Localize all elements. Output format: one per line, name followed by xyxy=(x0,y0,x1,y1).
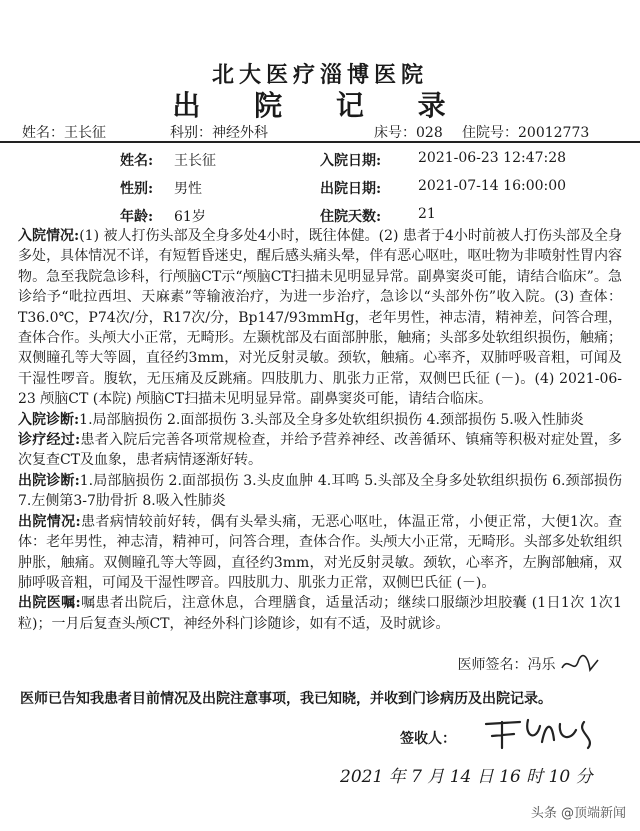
admission-text: (1) 被人打伤头部及全身多处4小时，既往体健。(2) 患者于4小时前被人打伤头部及全身多处，具体情况不详，有短暂昏迷史，醒后感头痛头晕，伴有恶心呕吐，呕吐物为非喷射性胃内容物。急至我院急诊科，行颅脑CT示“颅脑CT扫描未见明显异常。副鼻窦炎可能，请结合临床”。急诊给予“吡拉西坦、天麻素”等输液治疗，为进一步治疗，急诊以“头部外伤”收入院。(3) 查体：T36.0℃，P74次/分，R17次/分，Bp147/93mmHg，老年男性，神志清，精神差，问答合理，查体合作。头颅大小正常，无畸形。左颞枕部及右面部肿胀，触痛；头部多处软组织损伤，触痛；双侧瞳孔等大等圆，直径约3mm，对光反射灵敏。颈软，触痛。心率齐，双肺呼吸音粗，可闻及干湿性啰音。腹软，无压痛及反跳痛。四肢肌力、肌张力正常，双侧巴氏征 (－)。(4) 2021-06-23 颅脑CT (本院) 颅脑CT扫描未见明显异常。副鼻窦炎可能，请结合临床。 xyxy=(18,228,623,408)
discharge-date-label: 出院日期: xyxy=(320,181,382,197)
hospital-name: 北大医疗淄博医院 xyxy=(211,62,428,88)
name-label: 姓名: xyxy=(120,153,154,169)
signature-scribble-icon xyxy=(560,654,600,676)
header-name: 姓名：王长征 xyxy=(22,125,106,141)
course-label: 诊疗经过: xyxy=(18,432,81,449)
header-dept: 科别：神经外科 xyxy=(170,125,268,141)
disc-dx-label: 出院诊断: xyxy=(18,472,80,489)
doctor-name: 冯乐 xyxy=(527,657,556,673)
disc-state-label: 出院情况: xyxy=(18,513,81,530)
doctor-signature-label: 医师签名： xyxy=(457,657,528,673)
document-title: 出 院 记 录 xyxy=(172,89,468,122)
admission-section xyxy=(18,226,622,410)
stay-days-value: 21 xyxy=(418,206,436,222)
gender-label: 性别: xyxy=(120,181,154,197)
course-section xyxy=(18,430,622,471)
header-divider xyxy=(0,141,640,143)
header-admission-no: 住院号：20012773 xyxy=(462,125,590,141)
course-text: 患者入院后完善各项常规检查，并给予营养神经、改善循环、镇痛等积极对症处置，多次复查CT及血象，患者病情逐渐好转。 xyxy=(18,432,622,469)
receiver-label: 签收人： xyxy=(400,731,456,747)
admit-dx-section xyxy=(18,410,622,430)
header-bed: 床号：028 xyxy=(374,125,443,141)
disc-dx-section xyxy=(18,471,622,512)
handwritten-date: 2021 年 7 月 14 日 16 时 10 分 xyxy=(340,767,593,787)
name-value: 王长征 xyxy=(174,153,216,169)
disc-state-text: 患者病情较前好转，偶有头晕头痛，无恶心呕吐，体温正常，小便正常，大便1次。查体：老年男性，神志清，精神可，问答合理，查体合作。头颅大小正常，无畸形。头部多处软组织肿胀，触痛。双侧瞳孔等大等圆，直径约3mm，对光反射灵敏。颈软，心率齐，左胸部触痛，双肺呼吸音粗，可闻及干湿性啰音。四肢肌力、肌张力正常，双侧巴氏征 (－)。 xyxy=(18,513,622,591)
record-body xyxy=(18,226,622,634)
admit-dx-text: 1.局部脑损伤 2.面部损伤 3.头部及全身多处软组织损伤 4.颈部损伤 5.吸入性肺炎 xyxy=(79,411,584,428)
advice-label: 出院医嘱: xyxy=(18,595,81,612)
age-value: 61岁 xyxy=(174,209,206,225)
gender-value: 男性 xyxy=(174,181,202,197)
disc-dx-text: 1.局部脑损伤 2.面部损伤 3.头皮血肿 4.耳鸣 5.头部及全身多处软组织损伤 6.颈部损伤 7.左侧第3-7肋骨折 8.吸入性肺炎 xyxy=(18,472,622,510)
age-label: 年龄: xyxy=(120,209,154,225)
stay-days-label: 住院天数: xyxy=(320,209,382,225)
advice-section xyxy=(18,593,622,634)
admission-label: 入院情况: xyxy=(18,228,80,244)
doctor-signature xyxy=(458,654,600,676)
watermark: 头条 @顶端新闻 xyxy=(530,806,626,821)
discharge-date-value: 2021-07-14 16:00:00 xyxy=(418,178,567,194)
admit-date-value: 2021-06-23 12:47:28 xyxy=(418,150,567,166)
receiver-signature-icon xyxy=(480,712,610,756)
admit-dx-label: 入院诊断: xyxy=(18,411,80,428)
disc-state-section xyxy=(18,512,622,594)
notice-text: 医师已告知我患者目前情况及出院注意事项，我已知晓，并收到门诊病历及出院记录。 xyxy=(20,691,552,707)
admit-date-label: 入院日期: xyxy=(320,153,382,169)
advice-text: 嘱患者出院后，注意休息，合理膳食，适量活动；继续口服缬沙坦胶囊 (1日1次 1次1粒)；一月后复查头颅CT，神经外科门诊随诊，如有不适，及时就诊。 xyxy=(18,595,622,632)
